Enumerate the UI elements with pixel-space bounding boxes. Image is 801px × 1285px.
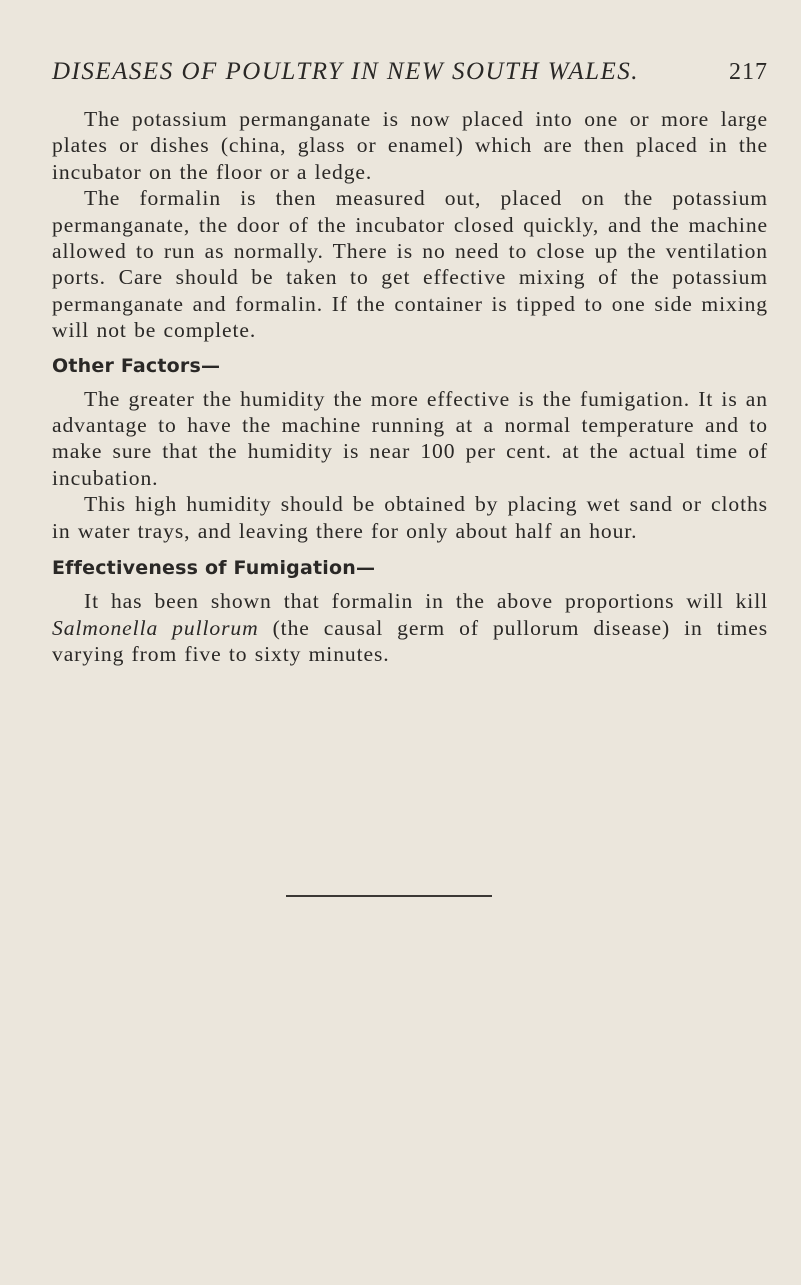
body-text	[52, 106, 768, 667]
page-number: 217	[729, 59, 768, 85]
paragraph-humidity: The greater the humidity the more effective is the fumigation. It is an advantage to have the machine running at a normal temperature and to make sure that the humidity is near 100 per cent. at the actual time of incubation.	[52, 386, 768, 490]
paragraph-effectiveness-start: It has been shown that formalin in the above proportions will kill	[84, 589, 768, 614]
heading-other-factors: Other Factors—	[52, 354, 221, 377]
section-end-rule	[286, 895, 492, 897]
paragraph-permanganate-placement: The potassium permanganate is now placed into one or more large plates or dishes (china, glass or enamel) which are then placed in the incubator on the floor or a ledge.	[52, 107, 768, 184]
paragraph-high-humidity: This high humidity should be obtained by placing wet sand or cloths in water trays, and leaving there for only about half an hour.	[52, 492, 768, 543]
running-title: DISEASES OF POULTRY IN NEW SOUTH WALES.	[52, 58, 640, 85]
running-head	[52, 58, 768, 88]
heading-effectiveness: Effectiveness of Fumigation—	[52, 557, 376, 580]
paragraph-effectiveness-end: (the causal germ of pullorum disease) in times varying from five to sixty minutes.	[52, 615, 768, 666]
paragraph-formalin-procedure: The formalin is then measured out, placed on the potassium permanganate, the door of the incubator closed quickly, and the machine allowed to run as normally. There is no need to close up the ventilation ports. Care should be taken to get effective mixing of the potassium permanganate and formalin. If the container is tipped to one side mixing will not be complete.	[52, 186, 768, 343]
organism-name: Salmonella pullorum	[52, 615, 259, 640]
paragraph-effectiveness	[52, 588, 768, 667]
